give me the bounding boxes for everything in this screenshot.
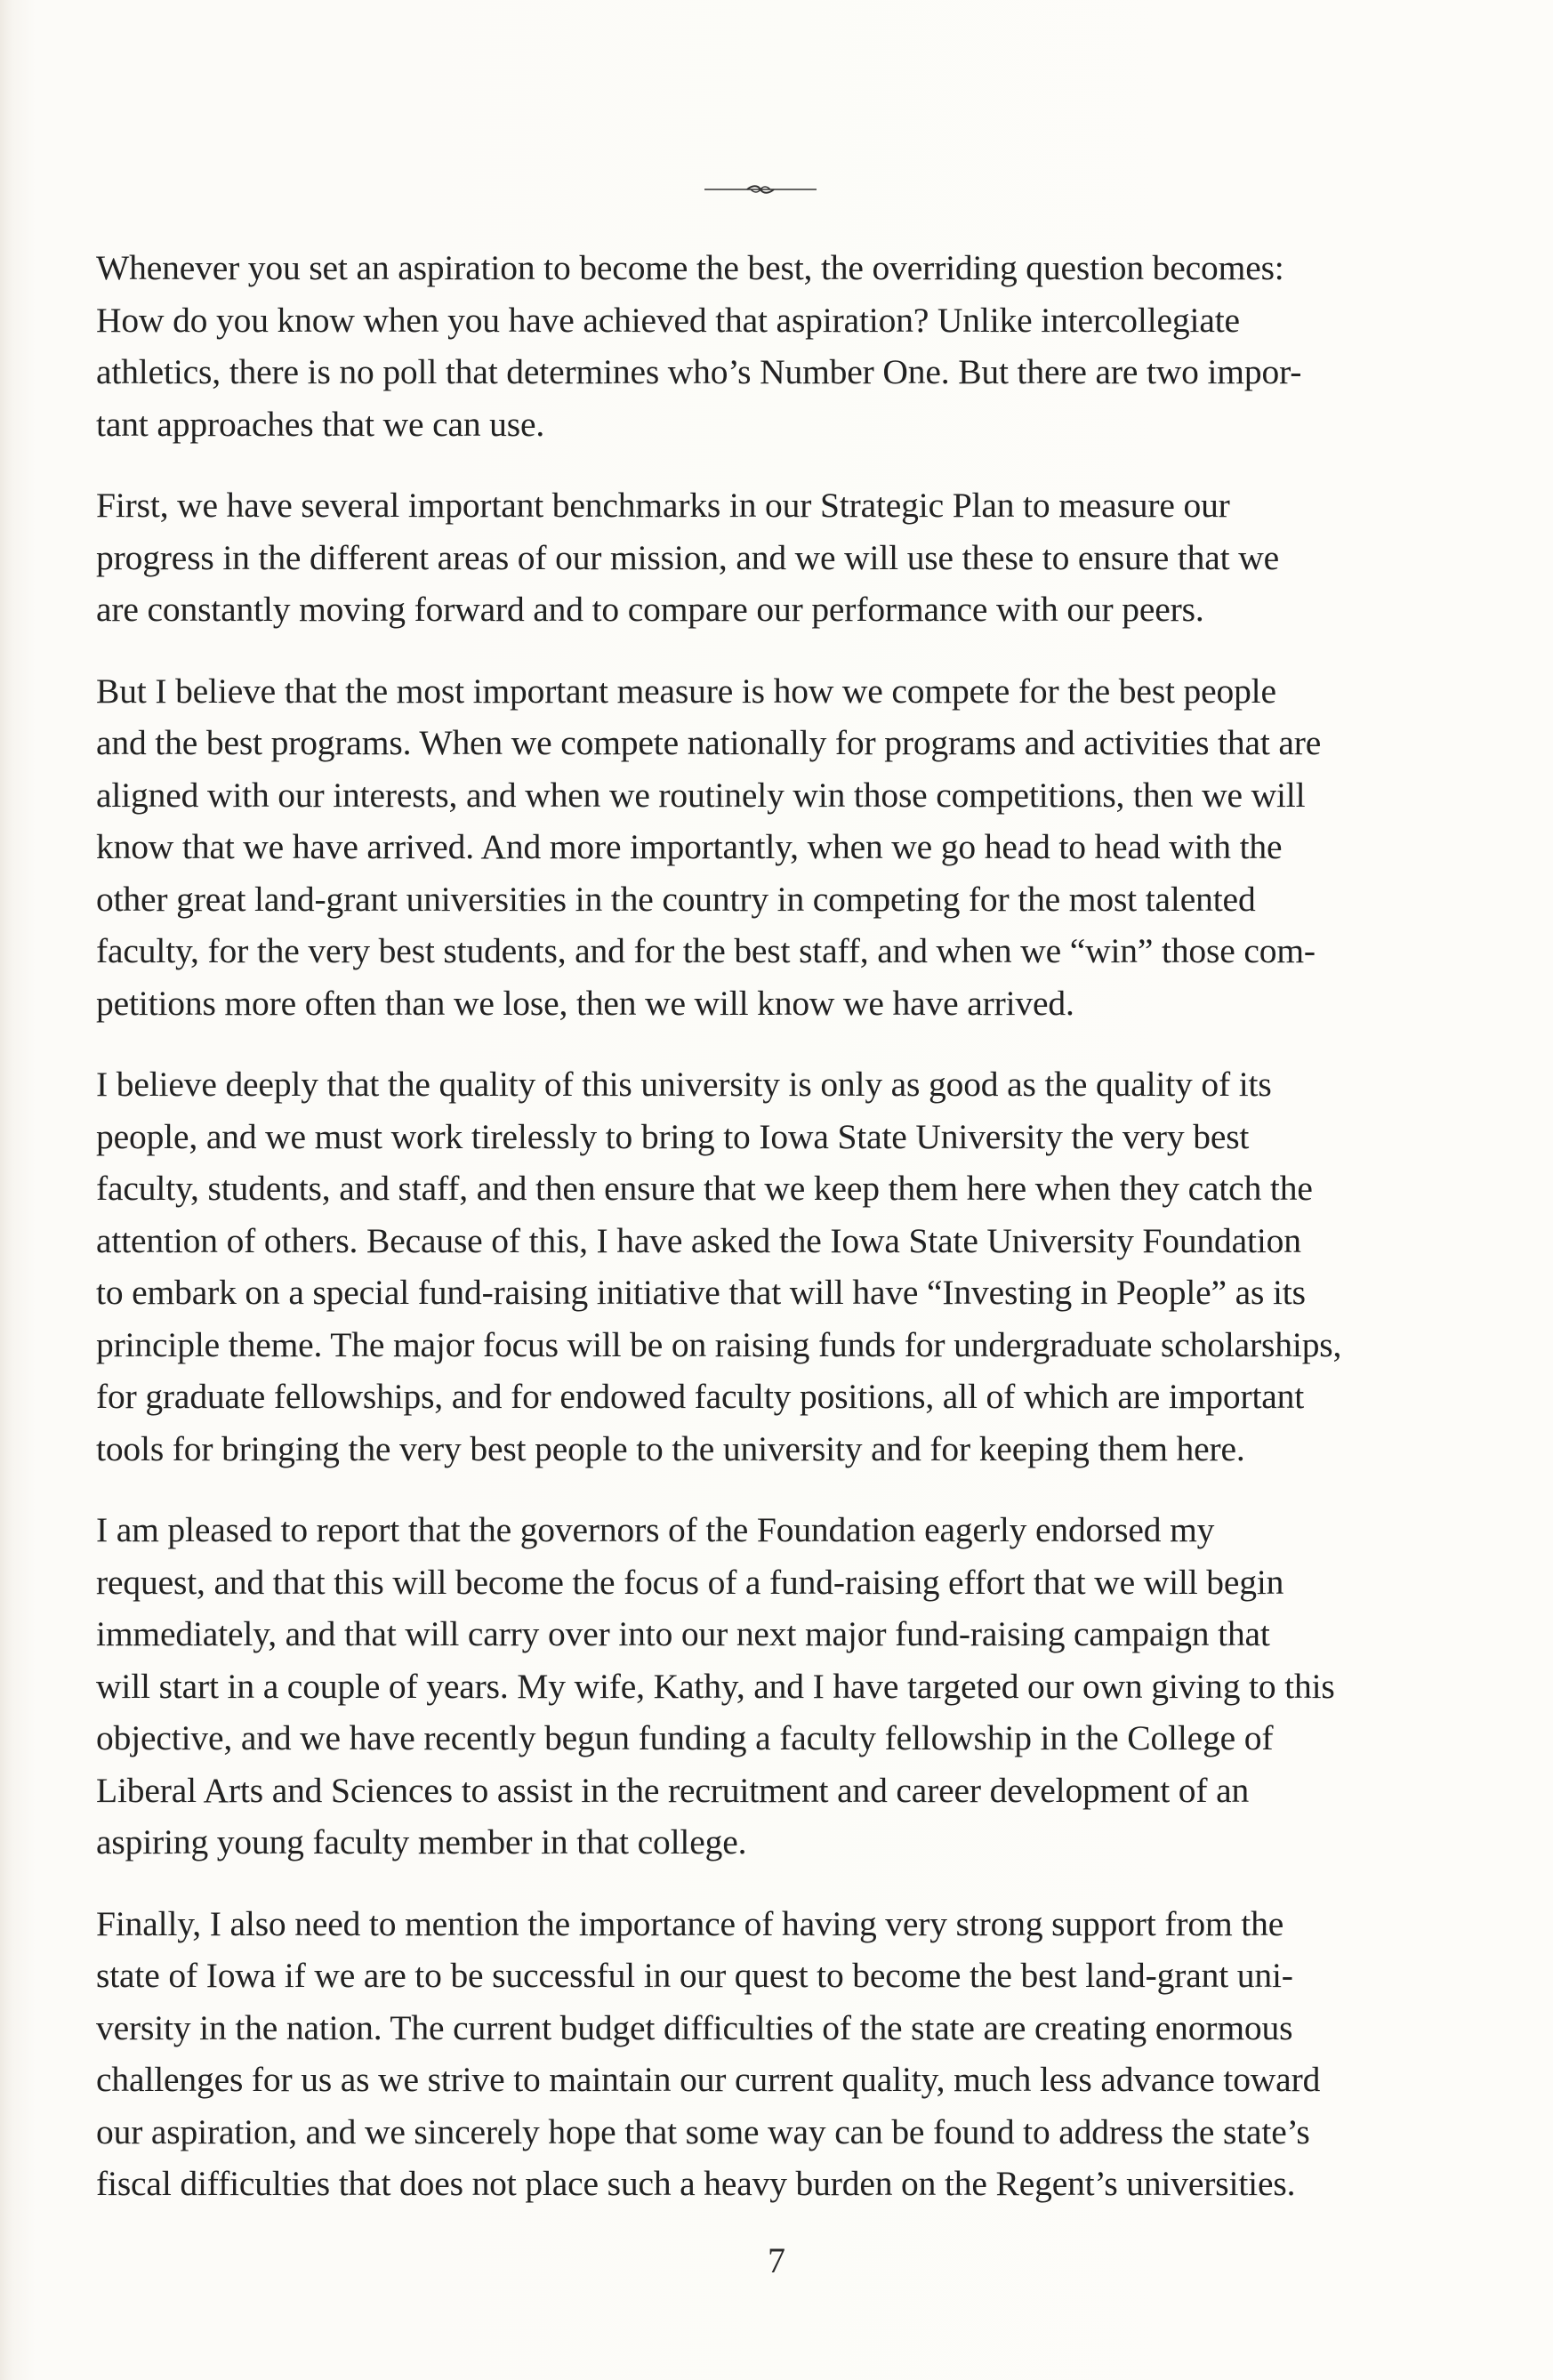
decorative-flourish-icon [704, 184, 817, 195]
paragraph-3: But I believe that the most important measure is how we compete for the best people and the best programs. When we compete nationally for programs and activities that are aligned with our interests, and when we routinely win those competitions, then we will know that we have arrived. And more importantly, when we go head to head with the other great land-grant universities in the country in competing for the most talented faculty, for the very best students, and for the best staff, and when we “win” those com- petitions more often than we lose, then we will know we have arrived. [96, 671, 1322, 1023]
paragraph-2: First, we have several important benchmarks in our Strategic Plan to measure our progress in the different areas of our mission, and we will use these to ensure that we are constantly moving forward and to compare our performance with our peers. [96, 486, 1279, 629]
paragraph-5: I am pleased to report that the governors of the Foundation eagerly endorsed my request, and that this will become the focus of a fund-raising effort that we will begin immediately, and that will carry over into our next major fund-raising campaign that will start in a couple of years. My wife, Kathy, and I have targeted our own giving to this objective, and we have recently begun funding a faculty fellowship in the College of Liberal Arts and Sciences to assist in the recruitment and career development of an aspiring young faculty member in that college. [96, 1510, 1335, 1861]
paragraph-4: I believe deeply that the quality of this university is only as good as the quality of its people, and we must work tirelessly to bring to Iowa State University the very best faculty, students, and staff, and then ensure that we keep them here when they catch the attention of others. Because of this, I have asked the Iowa State University Foundation to embark on a special fund-raising initiative that will have “Investing in People” as its principle theme. The major focus will be on raising funds for undergraduate scholarships, for graduate fellowships, and for endowed faculty positions, all of which are important tools for bringing the very best people to the university and for keeping them here. [96, 1065, 1342, 1468]
paragraph-6: Finally, I also need to mention the importance of having very strong support from the state of Iowa if we are to be successful in our quest to become the best land-grant uni- versity in the nation. The current budget difficulties of the state are creating enormous challenges for us as we strive to maintain our current quality, much less advance toward our aspiration, and we sincerely hope that some way can be found to address the state’s fiscal difficulties that does not place such a heavy burden on the Regent’s universities. [96, 1903, 1321, 2203]
page-number: 7 [768, 2240, 785, 2280]
body-text [96, 242, 1484, 2239]
paragraph-1: Whenever you set an aspiration to become the best, the overriding question becomes: How do you know when you have achieved that aspiration? Unlike intercollegiate athletics, there is no poll that determines who’s Number One. But there are two impor- tant approaches that we can use. [96, 248, 1302, 444]
